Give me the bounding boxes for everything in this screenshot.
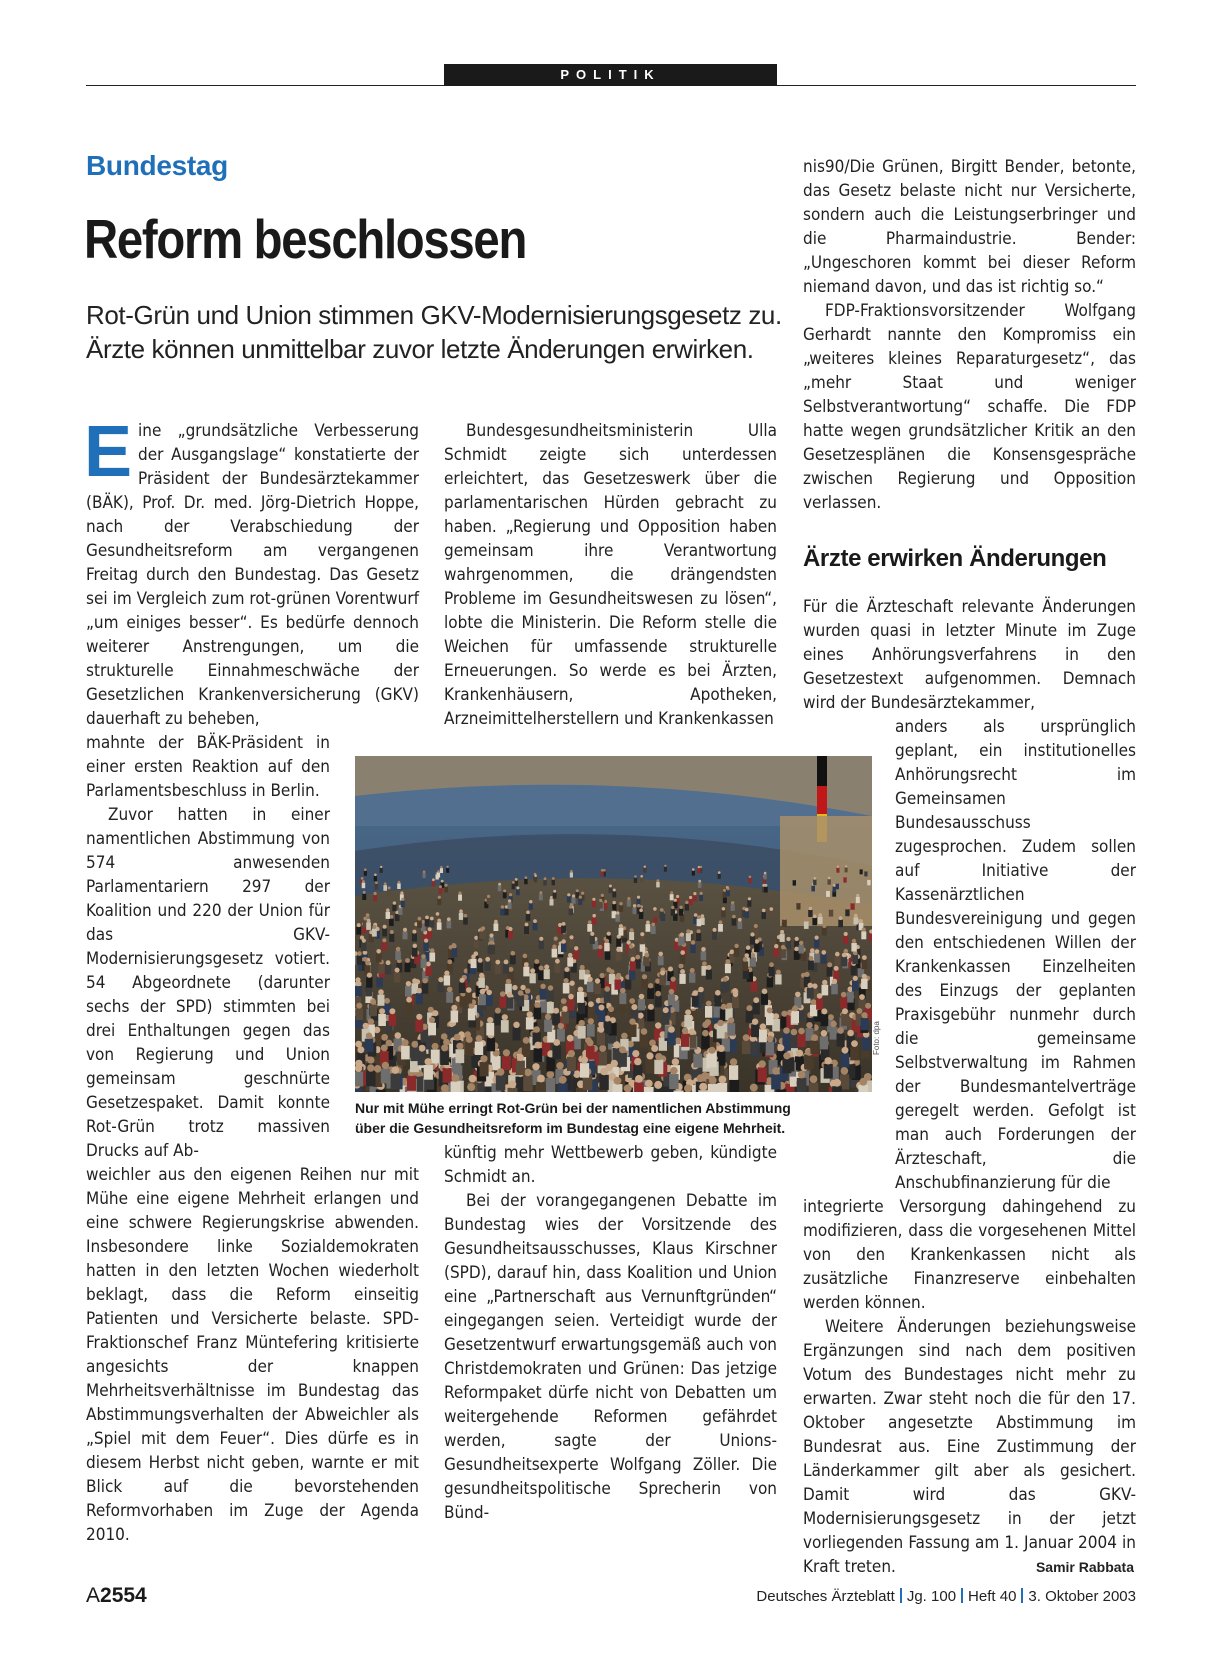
- paragraph: Bundesgesundheitsministerin Ulla Schmidt zeigte sich unterdessen erleichtert, das Gesetzeswerk über die parlamentarischen Hürden gebracht zu haben. „Regierung und Opposition haben gemeinsam ihre Verantwortung wahrgenommen, die drängendsten Probleme im Gesundheitswesen zu lösen“, lobte die Ministerin. Die Reform stelle die Weichen für umfassende strukturelle Erneuerungen. So werde es bei Ärzten, Krankenhäusern, Apotheken, Arzneimittelherstellern und Krankenkassen: [444, 421, 777, 729]
- photo-caption: [355, 1098, 875, 1138]
- paragraph: Zuvor hatten in einer namentlichen Abstimmung von 574 anwesenden Parlamentariern 297 der Koalition und 220 der Union für das GKV-Modernisierungsgesetz votiert. 54 Abgeordnete (darunter sechs der SPD) stimmten bei drei Enthaltungen gegen das von Regierung und Union gemeinsam geschnürte Gesetzespaket. Damit konnte Rot-Grün trotz massiven Drucks auf Ab-: [86, 805, 330, 1161]
- text-column-2-continued: [444, 1141, 777, 1525]
- wrapped-text: [895, 715, 1136, 1195]
- drop-cap: E: [84, 412, 133, 492]
- paragraph: Bei der vorangegangenen Debatte im Bundestag wies der Vorsitzende des Gesundheitsausschusses, Klaus Kirschner (SPD), darauf hin, dass Koalition und Union eine „Partnerschaft aus Vernunftgründen“ eingegangen seien. Verteidigt wurde der Gesetzentwurf erwartungsgemäß auch von Christdemokraten und Grünen: Das jetzige Reformpaket dürfe nicht von Debatten um weitergehende Reformen gefährdet werden, sagte der Unions-Gesundheitsexperte Wolfgang Zöller. Die gesundheitspolitische Sprecherin von Bünd-: [444, 1191, 777, 1523]
- article-headline: Reform beschlossen: [84, 208, 527, 270]
- caption-line: über die Gesundheitsreform im Bundestag eine eigene Mehrheit.: [355, 1120, 786, 1136]
- wrapped-text: [86, 731, 330, 1163]
- separator: [1021, 1588, 1023, 1603]
- paragraph: weichler aus den eigenen Reihen nur mit Mühe eine eigene Mehrheit erlangen und eine schwere Regierungskrise abwenden. Insbesondere linke Sozialdemokraten hatten in den letzten Wochen wiederholt beklagt, dass die Reform einseitig Patienten und Versicherte belaste. SPD-Fraktionschef Franz Müntefering kritisierte angesichts der knappen Mehrheitsverhältnisse im Bundestag das Abstimmungsverhalten der Abweichler als „Spiel mit dem Feuer“. Dies dürfe es in diesem Herbst nicht geben, warnte er mit Blick auf die bevorstehenden Reformvorhaben im Zuge der Agenda 2010.: [86, 1165, 419, 1545]
- wide-text: [86, 1163, 419, 1547]
- paragraph: FDP-Fraktionsvorsitzender Wolfgang Gerhardt nannte den Kompromiss ein „weiteres kleines Reparaturgesetz“, das „mehr Staat und weniger Selbstverantwortung“ schaffe. Die FDP hatte wegen grundsätzlicher Kritik an den Gesetzesplänen die Konsensgespräche zwischen Regierung und Opposition verlassen.: [803, 301, 1136, 513]
- paragraph: nis90/Die Grünen, Birgitt Bender, betonte, das Gesetz belaste nicht nur Versicherte, sondern auch die Leistungserbringer und die Pharmaindustrie. Bender: „Ungeschoren kommt bei dieser Reform niemand davon, und das ist richtig so.“: [803, 157, 1136, 297]
- subheading: Ärzte erwirken Änderungen: [803, 545, 1107, 572]
- paragraph: integrierte Versorgung dahingehend zu modifizieren, dass die vorgesehenen Mittel von den Krankenkassen nicht als zusätzliche Finanzreserve einbehalten werden können.: [803, 1197, 1136, 1313]
- separator: [961, 1588, 963, 1603]
- dek-line: Rot-Grün und Union stimmen GKV-Modernisierungsgesetz zu.: [86, 300, 782, 330]
- paragraph: Weitere Änderungen beziehungsweise Ergänzungen sind nach dem positiven Votum des Bundestages nicht mehr zu erwarten. Zwar steht noch die für den 17. Oktober angesetzte Abstimmung im Bundesrat aus. Eine Zustimmung der Länderkammer gilt aber als gesichert. Damit wird das GKV-Modernisierungsgesetz in der jetzt vorliegenden Fassung am 1. Januar 2004 in Kraft treten. Samir Rabbata: [803, 1317, 1136, 1577]
- section-label: POLITIK: [444, 64, 777, 86]
- byline: Samir Rabbata: [1035, 1559, 1134, 1575]
- paragraph: mahnte der BÄK-Präsident in einer ersten Reaktion auf den Parlamentsbeschluss in Berlin.: [86, 733, 330, 801]
- page-number: A2554: [86, 1584, 147, 1607]
- article-dek: [86, 298, 876, 366]
- paragraph: künftig mehr Wettbewerb geben, kündigte Schmidt an.: [444, 1143, 777, 1187]
- separator: [900, 1588, 902, 1603]
- text-column-2: [444, 419, 777, 731]
- paragraph: Für die Ärzteschaft relevante Änderungen wurden quasi in letzter Minute im Zuge eines Anhörungsverfahrens in den Gesetzestext aufgenommen. Demnach wird der Bundesärztekammer,: [803, 597, 1136, 713]
- caption-line: Nur mit Mühe erringt Rot-Grün bei der namentlichen Abstimmung: [355, 1100, 791, 1116]
- journal-info: Deutsches Ärzteblatt Jg. 100 Heft 40 3. Oktober 2003: [756, 1588, 1136, 1605]
- paragraph: Eine „grundsätzliche Verbesserung der Ausgangslage“ konstatierte der Präsident der Bundesärztekammer (BÄK), Prof. Dr. med. Jörg-Dietrich Hoppe, nach der Verabschiedung der Gesundheitsreform am vergangenen Freitag durch den Bundestag. Das Gesetz sei im Vergleich zum rot-grünen Vorentwurf „um einiges besser“. Es bedürfe dennoch weiterer Anstrengungen, um die strukturelle Einnahmeschwäche der Gesetzlichen Krankenversicherung (GKV) dauerhaft zu beheben,: [84, 412, 419, 729]
- photo-credit: Foto: dpa: [872, 1021, 881, 1055]
- paragraph: anders als ursprünglich geplant, ein institutionelles Anhörungsrecht im Gemeinsamen Bundesausschuss zugesprochen. Zudem sollen auf Initiative der Kassenärztlichen Bundesvereinigung und gegen den entschiedenen Willen der Krankenkassen Einzelheiten des Einzugs der geplanten Praxisgebühr nunmehr durch die gemeinsame Selbstverwaltung im Rahmen der Bundesmantelverträge geregelt werden. Gefolgt ist man auch Forderungen der Ärzteschaft, die Anschubfinanzierung für die: [895, 717, 1136, 1193]
- dek-line: Ärzte können unmittelbar zuvor letzte Änderungen erwirken.: [86, 334, 754, 364]
- bundestag-photo: [355, 756, 872, 1092]
- article-kicker: Bundestag: [86, 150, 228, 181]
- parliament-crowd-image: [355, 756, 872, 1092]
